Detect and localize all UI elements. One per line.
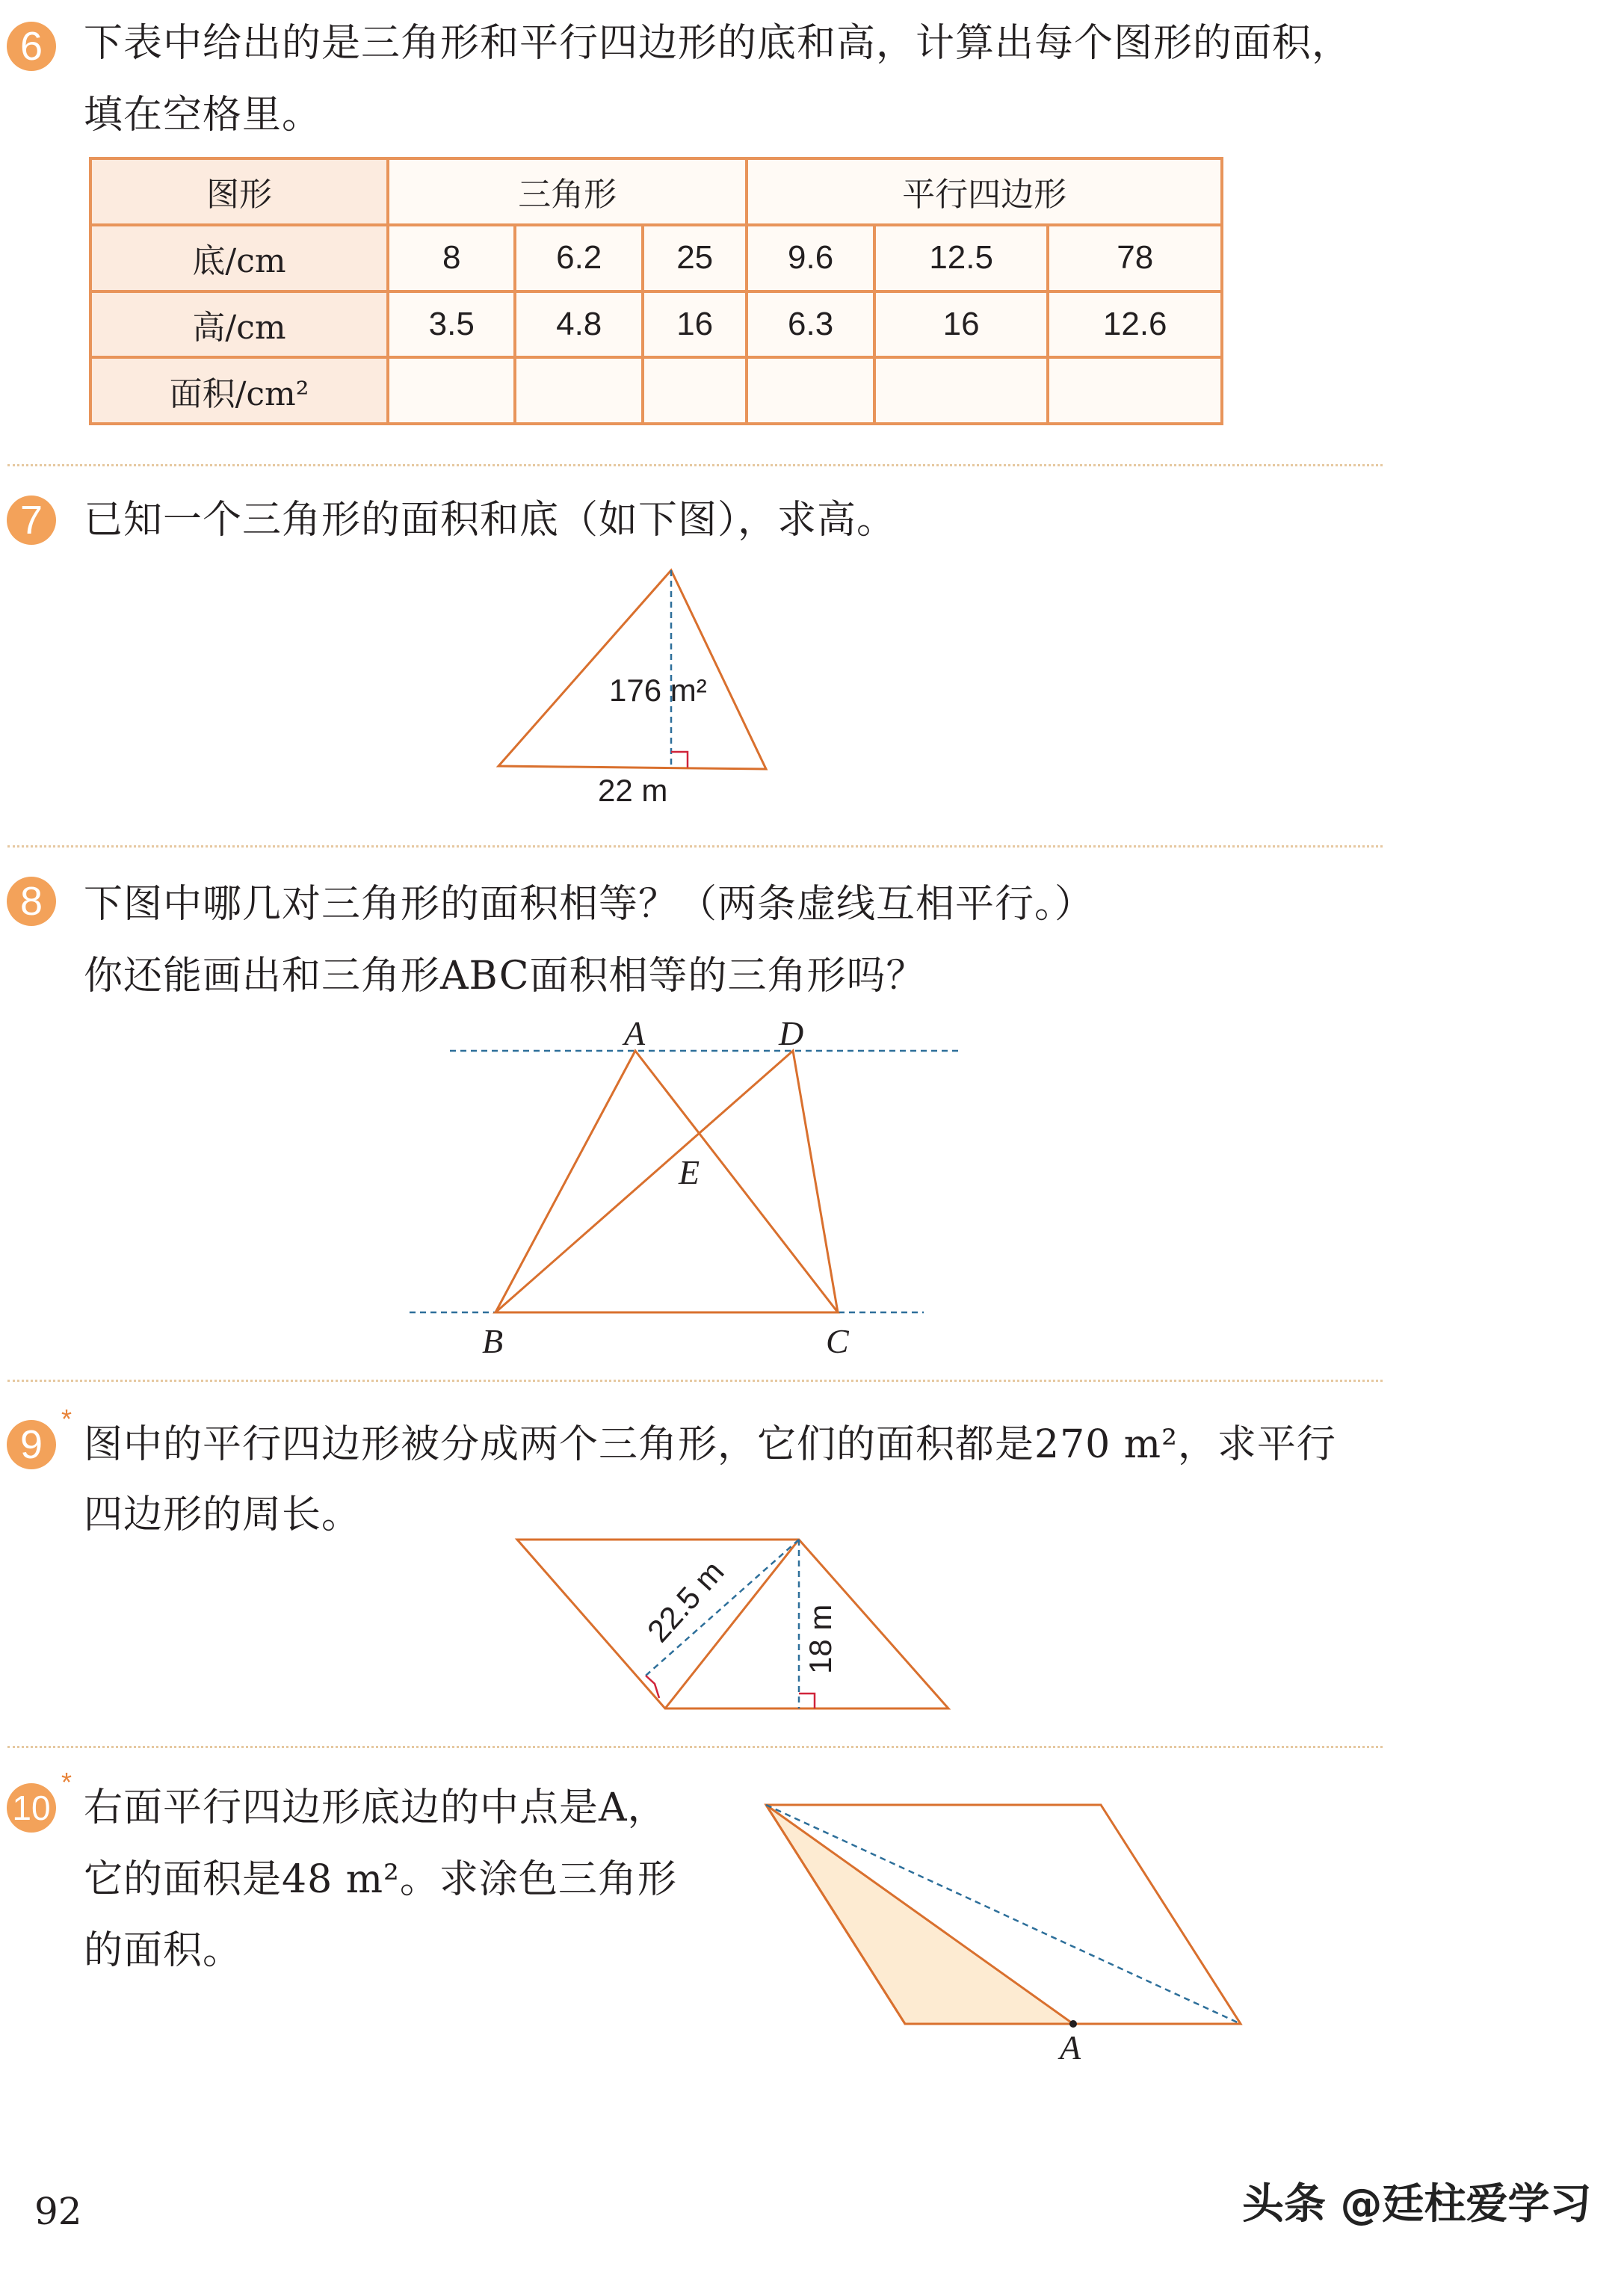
question-number-8: 8 xyxy=(7,877,56,926)
midpoint-A xyxy=(1069,2020,1077,2028)
table-cell: 16 xyxy=(874,291,1049,358)
base-label: 22 m xyxy=(598,773,668,808)
point-A-label: A xyxy=(1060,2028,1081,2066)
side-label: 22.5 m xyxy=(640,1554,731,1649)
q10-parallelogram-figure xyxy=(766,1805,1241,2066)
header-shape: 图形 xyxy=(90,158,388,225)
triangle xyxy=(498,570,766,769)
question-number-9: 9 xyxy=(7,1420,56,1469)
watermark-text: 头条 @廷柱爱学习 xyxy=(1242,2180,1592,2229)
point-A-label: A xyxy=(624,1014,646,1052)
q10-text-line2: 它的面积是48 m²。求涂色三角形 xyxy=(84,1857,677,1902)
table-cell: 12.5 xyxy=(874,225,1049,291)
q7-text-line1: 已知一个三角形的面积和底（如下图），求高。 xyxy=(84,498,897,543)
shaded-triangle xyxy=(766,1805,1073,2024)
question-number-10: 10 xyxy=(7,1783,56,1833)
q6-text-line2: 填在空格里。 xyxy=(84,93,322,138)
header-triangle: 三角形 xyxy=(388,158,747,225)
q9-text-line2: 四边形的周长。 xyxy=(84,1492,362,1537)
q9-parallelogram-figure xyxy=(517,1540,948,1708)
right-angle-mark xyxy=(671,752,688,768)
point-C-label: C xyxy=(826,1322,849,1360)
q7-triangle-figure xyxy=(498,570,766,808)
point-D-label: D xyxy=(779,1014,804,1052)
table-cell: 3.5 xyxy=(388,291,515,358)
q9-text-line1: 图中的平行四边形被分成两个三角形，它们的面积都是270 m²，求平行 xyxy=(84,1422,1336,1467)
row-label-height: 高/cm xyxy=(90,291,388,358)
table-cell: 6.2 xyxy=(515,225,642,291)
triangle-ABC xyxy=(495,1051,838,1312)
row-label-base: 底/cm xyxy=(90,225,388,291)
q6-text-line1: 下表中给出的是三角形和平行四边形的底和高，计算出每个图形的面积， xyxy=(84,21,1352,66)
q8-text-line1: 下图中哪几对三角形的面积相等？（两条虚线互相平行。） xyxy=(84,882,1095,927)
table-cell: 25 xyxy=(643,225,747,291)
q8-text-line2: 你还能画出和三角形ABC面积相等的三角形吗？ xyxy=(84,954,926,998)
q10-text-line1: 右面平行四边形底边的中点是A， xyxy=(84,1785,667,1830)
table-cell: 16 xyxy=(643,291,747,358)
challenge-star: * xyxy=(61,1767,72,1797)
height-label: 18 m xyxy=(803,1604,838,1674)
point-E-label: E xyxy=(679,1153,700,1191)
point-B-label: B xyxy=(482,1322,504,1360)
table-cell: 78 xyxy=(1048,225,1222,291)
header-parallelogram: 平行四边形 xyxy=(747,158,1222,225)
question-number-7: 7 xyxy=(7,496,56,545)
table-cell: 12.6 xyxy=(1048,291,1222,358)
area-label: 176 m² xyxy=(609,673,707,708)
page-number: 92 xyxy=(34,2190,82,2233)
question-number-6: 6 xyxy=(7,22,56,71)
q10-text-line3: 的面积。 xyxy=(84,1928,243,1973)
table-cell: 6.3 xyxy=(747,291,874,358)
right-angle-mark xyxy=(799,1694,815,1708)
q8-triangles-figure xyxy=(410,1014,963,1360)
table-cell: 4.8 xyxy=(515,291,642,358)
challenge-star: * xyxy=(61,1404,72,1434)
table-cell: 8 xyxy=(388,225,515,291)
row-label-area: 面积/cm² xyxy=(90,357,388,424)
table-cell: 9.6 xyxy=(747,225,874,291)
